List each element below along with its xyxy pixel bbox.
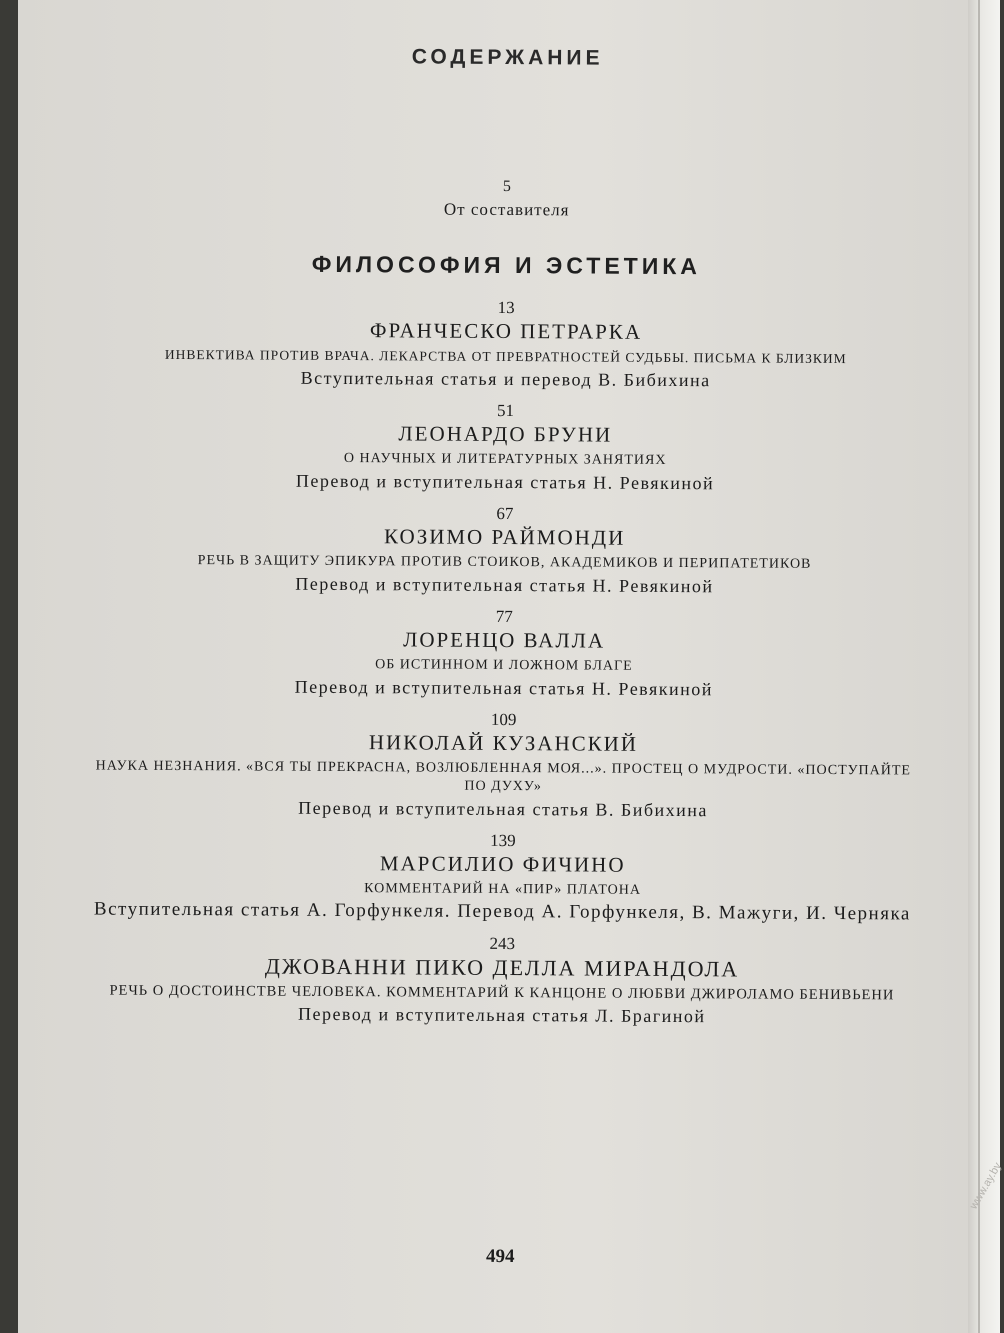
entry-works: РЕЧЬ О ДОСТОИНСТВЕ ЧЕЛОВЕКА. КОММЕНТАРИЙ К КАНЦОНЕ О ЛЮБВИ ДЖИРОЛАМО БЕНИВЬЕНИ [109,982,895,1004]
toc-entry [92,931,913,1029]
section-heading: ФИЛОСОФИЯ И ЭСТЕТИКА [311,250,702,280]
entry-author: ЛЕОНАРДО БРУНИ [398,421,613,447]
entry-author: ДЖОВАННИ ПИКО ДЕЛЛА МИРАНДОЛА [264,953,740,982]
preface-label: От составителя [443,199,570,220]
entry-credit: Вступительная статья А. Горфункеля. Перевод А. Горфункеля, В. Мажуги, И. Черняка [93,898,911,925]
page-number: 494 [486,1245,515,1268]
next-page-edge [968,0,1000,1333]
toc-entry [94,604,915,702]
page-fold-shadow [978,0,980,1333]
entry-page-number: 139 [490,830,516,851]
toc-entry [96,295,917,393]
preface-entry [97,175,917,222]
entry-works: РЕЧЬ В ЗАЩИТУ ЭПИКУРА ПРОТИВ СТОИКОВ, АКАДЕМИКОВ И ПЕРИПАТЕТИКОВ [197,553,812,572]
entry-works: О НАУЧНЫХ И ЛИТЕРАТУРНЫХ ЗАНЯТИЯХ [343,451,667,468]
entry-author: НИКОЛАЙ КУЗАНСКИЙ [368,730,639,756]
page-title: СОДЕРЖАНИЕ [411,45,604,70]
toc-entry [92,828,913,926]
toc-content [93,0,918,1268]
entry-page-number: 243 [489,933,516,954]
entry-author: МАРСИЛИО ФИЧИНО [379,851,626,877]
entry-author: ЛОРЕНЦО ВАЛЛА [403,627,606,653]
entry-page-number: 77 [495,606,513,627]
entry-page-number: 13 [497,297,515,318]
entry-works: КОММЕНТАРИЙ НА «ПИР» ПЛАТОНА [364,881,642,898]
watermark: www.ay.by [967,1160,1004,1212]
entry-author: ФРАНЧЕСКО ПЕТРАРКА [369,318,643,344]
entry-author: КОЗИМО РАЙМОНДИ [384,524,626,550]
toc-entries [92,295,916,1039]
entry-page-number: 51 [496,400,515,421]
entry-credit: Перевод и вступительная статья Н. Ревякиной [294,676,713,700]
entry-works: ОБ ИСТИННОМ И ЛОЖНОМ БЛАГЕ [375,657,633,674]
preface-page-number: 5 [502,177,511,196]
entry-credit: Перевод и вступительная статья Л. Брагиной [297,1003,706,1027]
entry-page-number: 67 [496,503,514,524]
entry-credit: Вступительная статья и перевод В. Бибихина [300,367,711,391]
entry-credit: Перевод и вступительная статья В. Бибихина [298,797,709,821]
toc-entry [94,501,915,599]
entry-credit: Перевод и вступительная статья Н. Ревякиной [295,470,715,494]
entry-works: ИНВЕКТИВА ПРОТИВ ВРАЧА. ЛЕКАРСТВА ОТ ПРЕВРАТНОСТЕЙ СУДЬБЫ. ПИСЬМА К БЛИЗКИМ [164,346,847,367]
entry-credit: Перевод и вступительная статья Н. Ревякиной [295,573,714,597]
toc-entry [95,398,916,496]
toc-entry [93,707,914,823]
book-page [18,0,968,1333]
entry-works: НАУКА НЕЗНАНИЯ. «ВСЯ ТЫ ПРЕКРАСНА, ВОЗЛЮБЛЕННАЯ МОЯ...». ПРОСТЕЦ О МУДРОСТИ. «ПОСТУПАЙТЕ ПО ДУХУ» [95,758,912,795]
entry-page-number: 109 [490,709,517,730]
